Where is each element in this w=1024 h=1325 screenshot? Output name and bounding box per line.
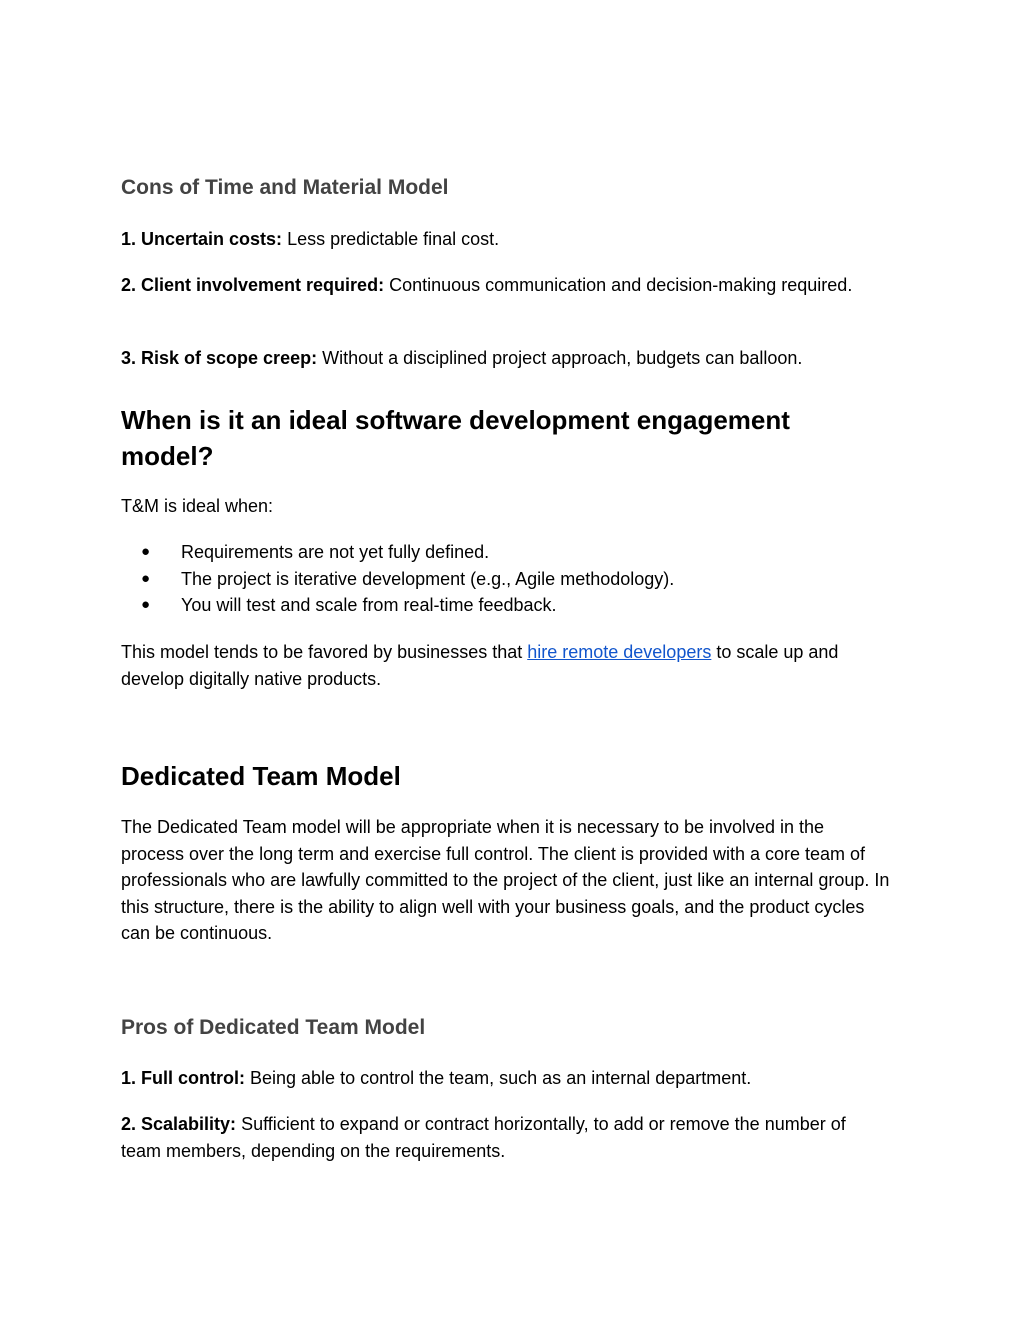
ideal-heading: When is it an ideal software development engagement model? (121, 405, 790, 471)
ideal-closing-text-after: to scale up and develop digitally native products. (121, 642, 839, 689)
list-item-text: You will test and scale from real-time feedback. (181, 595, 557, 615)
bullet-icon: ● (141, 543, 151, 560)
cons-tm-item-3-label: 3. Risk of scope creep: (121, 348, 318, 368)
pros-dedicated-heading: Pros of Dedicated Team Model (121, 1016, 426, 1039)
cons-tm-item-3 (121, 345, 896, 372)
pros-dedicated-item-1-text: Being able to control the team, such as an internal department. (245, 1068, 752, 1088)
dedicated-heading: Dedicated Team Model (121, 761, 401, 791)
cons-tm-item-2-label: 2. Client involvement required: (121, 275, 385, 295)
cons-tm-item-2 (121, 272, 896, 299)
pros-dedicated-item-1-label: 1. Full control: (121, 1068, 245, 1088)
pros-dedicated-item-2 (121, 1111, 851, 1164)
list-item (121, 539, 674, 566)
cons-tm-item-1-label: 1. Uncertain costs: (121, 229, 283, 249)
ideal-closing (121, 639, 896, 692)
pros-dedicated-item-1 (121, 1065, 896, 1092)
ideal-closing-text-before: This model tends to be favored by businesses that (121, 642, 528, 662)
cons-tm-item-1-text: Less predictable final cost. (282, 229, 500, 249)
bullet-icon: ● (141, 596, 151, 613)
bullet-icon: ● (141, 569, 151, 587)
dedicated-body: The Dedicated Team model will be appropriate when it is necessary to be involved in the process over the long term and exercise full control. The client is provided with a core team of professionals who are lawfully committed to the project of the client, just like an internal group. In this structure, there is the ability to align well with your business goals, and the product cycles can be continuous. (121, 817, 890, 943)
pros-dedicated-item-2-label: 2. Scalability: (121, 1114, 237, 1134)
cons-tm-item-3-text: Without a disciplined project approach, budgets can balloon. (317, 348, 803, 368)
list-item-text: The project is iterative development (e.g., Agile methodology). (181, 568, 675, 589)
cons-tm-item-1 (121, 226, 896, 253)
cons-tm-item-2-text: Continuous communication and decision-making required. (384, 275, 853, 295)
ideal-intro: T&M is ideal when: (121, 496, 274, 516)
list-item (121, 566, 674, 593)
list-item (121, 592, 674, 619)
hire-remote-developers-link[interactable]: hire remote developers (527, 642, 712, 662)
cons-tm-heading: Cons of Time and Material Model (121, 176, 449, 199)
ideal-bullet-list (121, 539, 674, 619)
list-item-text: Requirements are not yet fully defined. (181, 542, 490, 562)
pros-dedicated-item-2-text: Sufficient to expand or contract horizontally, to add or remove the number of team members, depending on the requirements. (121, 1114, 846, 1161)
